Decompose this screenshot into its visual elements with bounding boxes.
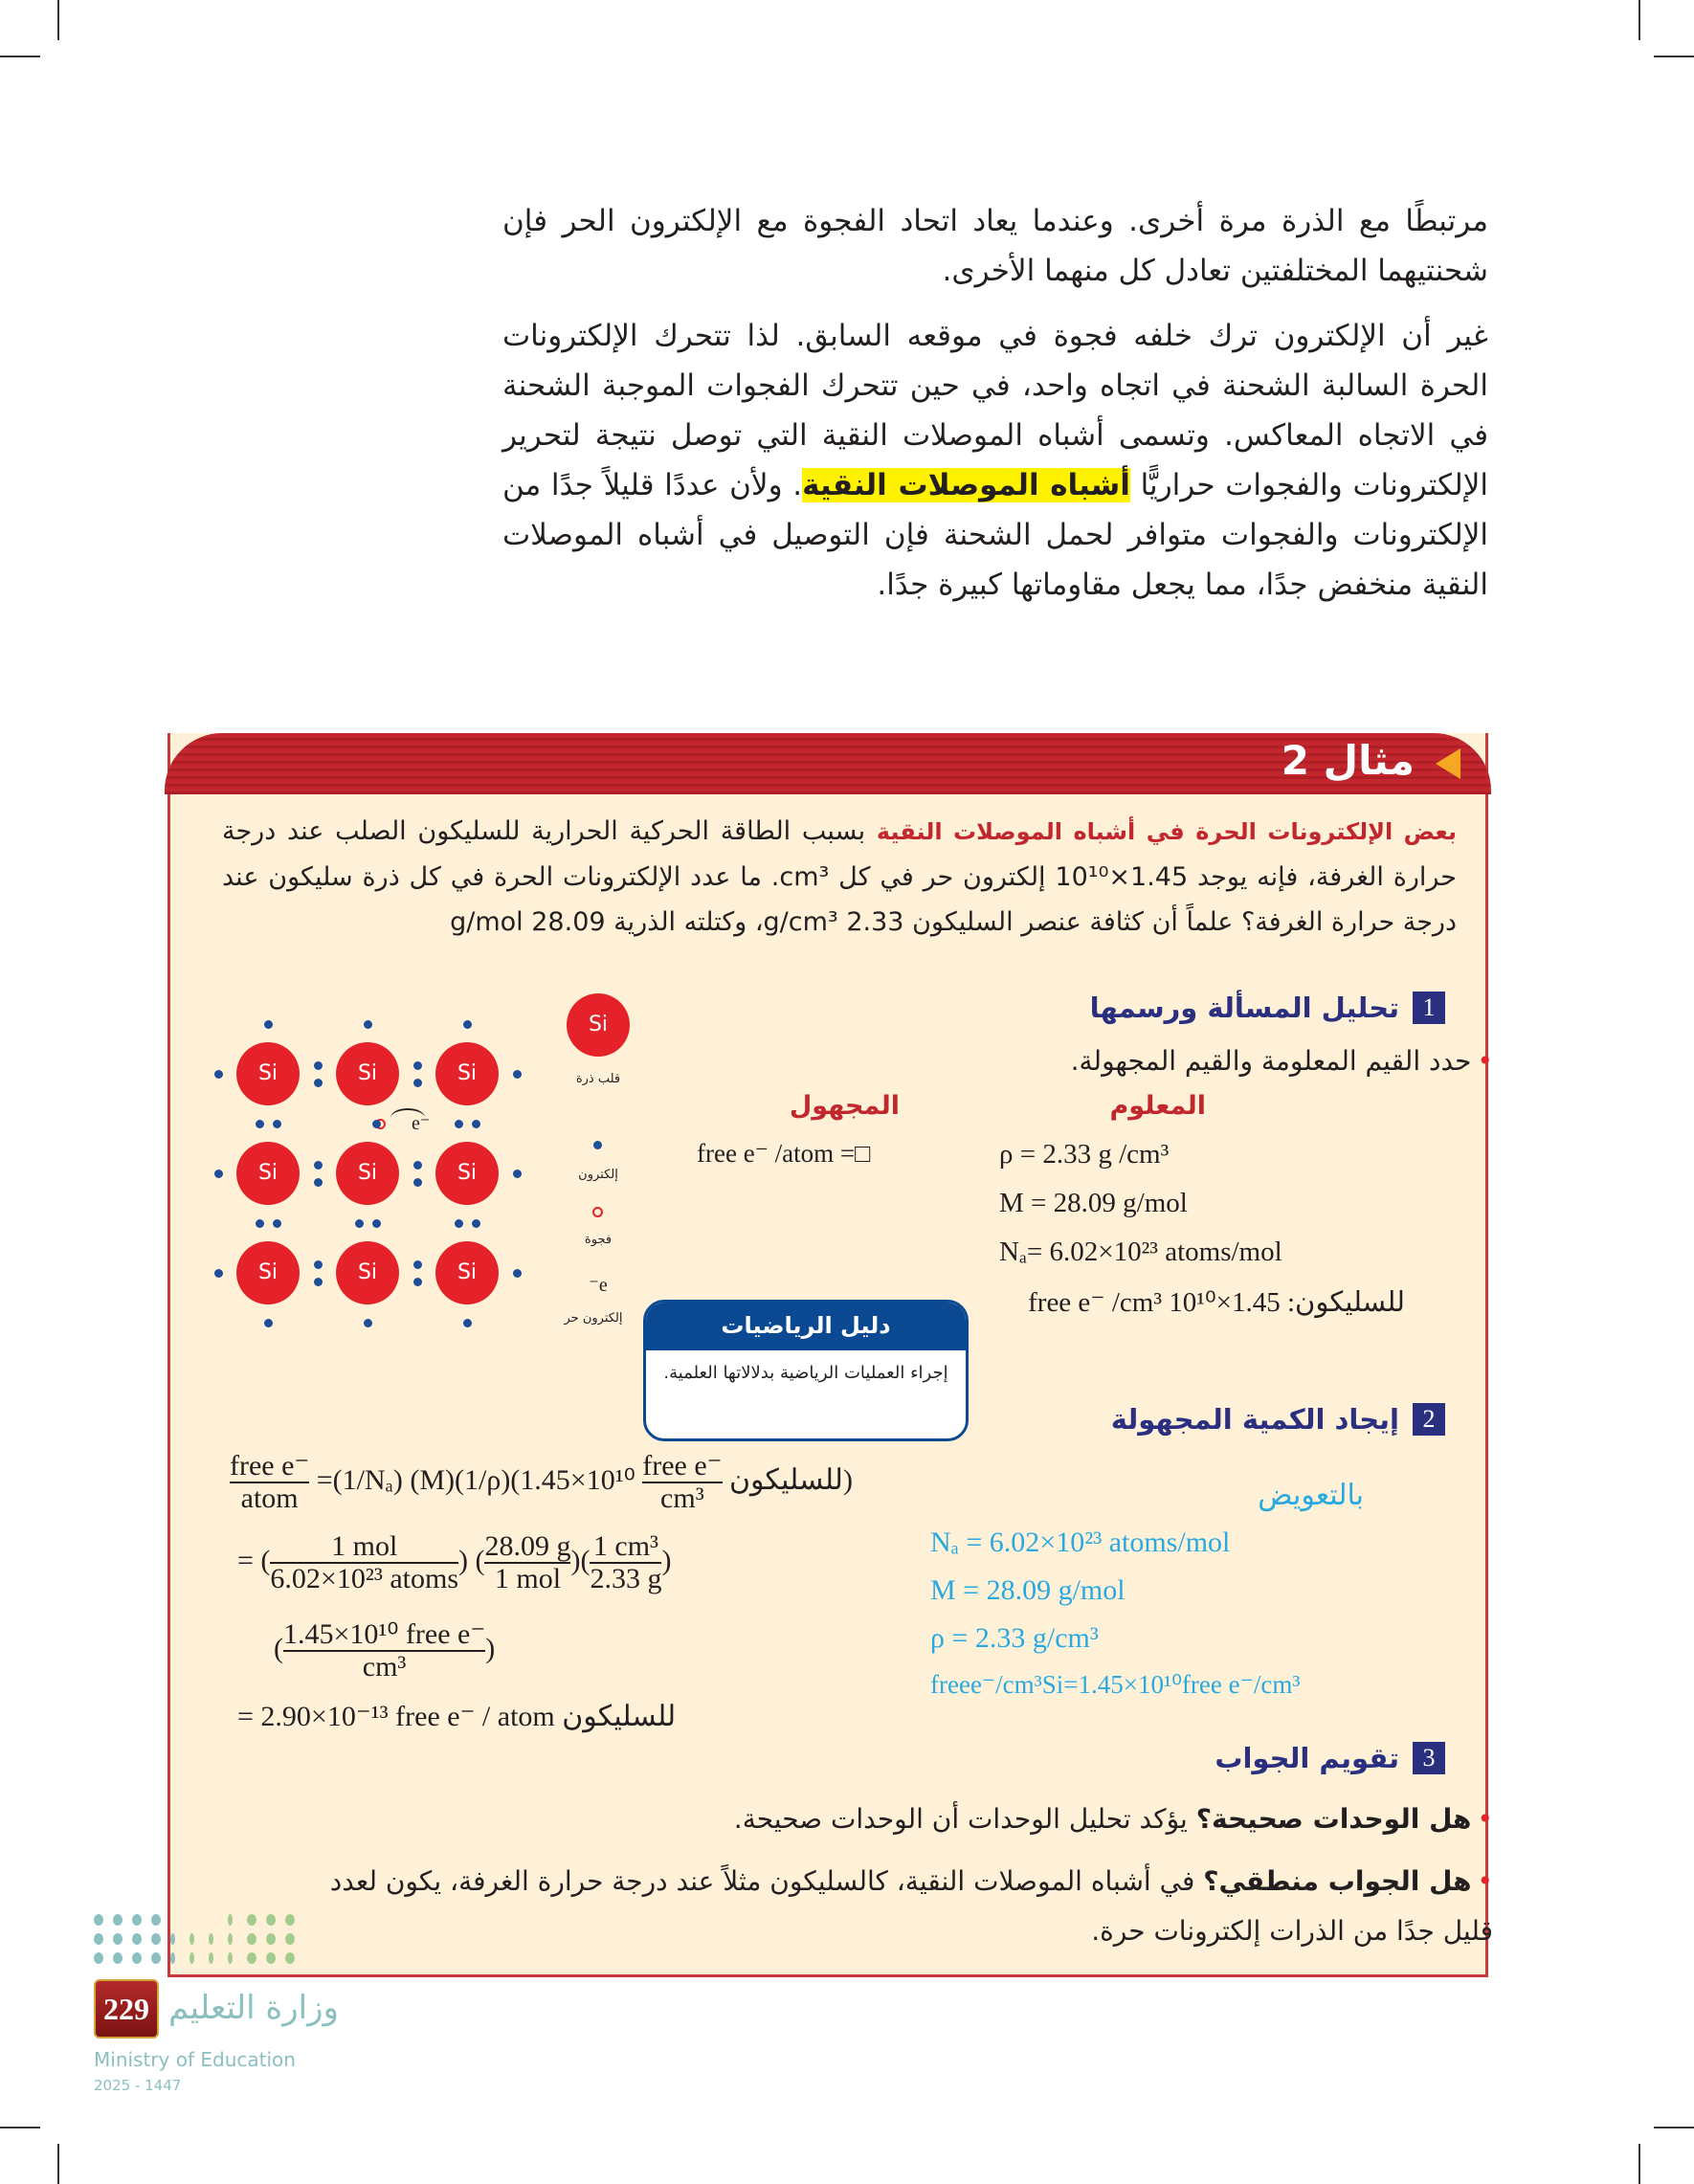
logo-dot [209, 1952, 213, 1964]
known-value: M = 28.09 g/mol [999, 1188, 1188, 1218]
fraction-numerator: free e⁻ [230, 1450, 310, 1482]
crop-mark [1638, 0, 1640, 40]
step-label: تقويم الجواب [1215, 1742, 1399, 1774]
electron-dot [455, 1219, 463, 1228]
step-number: 1 [1413, 992, 1445, 1024]
legend-label: فجوة [584, 1233, 613, 1247]
check-answer: يؤكد تحليل الوحدات أن الوحدات صحيحة. [733, 1803, 1196, 1835]
check-question: هل الوحدات صحيحة؟ [1195, 1803, 1472, 1835]
crop-mark [1654, 56, 1694, 57]
paragraph [502, 311, 1488, 610]
electron-dot [314, 1061, 323, 1070]
electron-dot [472, 1120, 480, 1128]
crop-mark [0, 2127, 40, 2128]
fraction-numerator: 28.09 g [484, 1530, 571, 1562]
logo-dot [209, 1933, 213, 1945]
electron-dot [214, 1070, 223, 1079]
fraction-denominator: cm³ [660, 1482, 704, 1514]
logo-dot [285, 1952, 295, 1964]
electron-dot [372, 1120, 381, 1128]
silicon-atom: Si [336, 1042, 399, 1105]
equation-line-3: ( $\frac{\text{1.45×10¹⁰ free e⁻}}{\text{cm³}}$ ) [274, 1618, 496, 1683]
legend-atom-core: Si [567, 993, 630, 1057]
logo-dot [132, 1933, 142, 1945]
logo-dot [247, 1952, 256, 1964]
known-value: Nₐ= 6.02×10²³ atoms/mol [999, 1237, 1282, 1267]
logo-dot [94, 1933, 103, 1945]
electron-dot [273, 1120, 281, 1128]
step-number: 2 [1413, 1403, 1445, 1436]
electron-dot [513, 1170, 522, 1178]
electron-dot [314, 1260, 323, 1269]
electron-dot [264, 1319, 273, 1327]
substitution-value: ρ = 2.33 g/cm³ [930, 1622, 1099, 1654]
electron-dot [264, 1020, 273, 1029]
step-3-header [1215, 1742, 1445, 1774]
logo-dot [228, 1933, 233, 1945]
crop-mark [0, 56, 40, 57]
math-guide-title: دليل الرياضيات [646, 1303, 966, 1350]
ministry-name-en: Ministry of Education [94, 2048, 296, 2071]
crop-mark [57, 0, 59, 40]
key-term-highlight: أشباه الموصلات النقية [802, 468, 1130, 502]
paragraph-text: . ولأن عددًا قليلاً جدًا من الإلكترونات والفجوات متوافر لحمل الشحنة فإن التوصيل في أشباه الموصلات النقية منخفض جدًا، مما يجعل مقاوماتها كبيرة جدًا. [502, 468, 1488, 602]
electron-dot [413, 1061, 422, 1070]
silicon-atom: Si [236, 1241, 300, 1304]
electron-dot [413, 1278, 422, 1286]
silicon-atom: Si [435, 1241, 499, 1304]
step-number: 3 [1413, 1742, 1445, 1774]
substitution-value: M = 28.09 g/mol [930, 1574, 1126, 1606]
electron-dot [273, 1219, 281, 1228]
silicon-atom: Si [435, 1142, 499, 1205]
equation-term: =(1/Nₐ) (M)(1/ρ)(1.45×10¹⁰ [316, 1463, 635, 1496]
fraction-denominator: 6.02×10²³ atoms [270, 1563, 458, 1594]
logo-dot [170, 1952, 175, 1964]
electron-dot [314, 1178, 323, 1187]
logo-dot [266, 1952, 276, 1964]
logo-dot [113, 1933, 123, 1945]
electron-dot [314, 1278, 323, 1286]
logo-dot [247, 1914, 256, 1926]
electron-dot [463, 1319, 472, 1327]
check-question: هل الجواب منطقي؟ [1203, 1865, 1472, 1897]
silicon-atom: Si [336, 1241, 399, 1304]
electron-dot [513, 1269, 522, 1278]
logo-dot [285, 1933, 295, 1945]
logo-dot [94, 1914, 103, 1926]
logo-dot [266, 1933, 276, 1945]
ministry-name-ar: وزارة التعليم [168, 1989, 339, 2027]
fraction-denominator: atom [240, 1482, 299, 1514]
step-label: إيجاد الكمية المجهولة [1110, 1403, 1399, 1436]
electron-dot [413, 1178, 422, 1187]
substitution-value: freee⁻/cm³Si=1.45×10¹⁰free e⁻/cm³ [930, 1670, 1301, 1699]
legend-label: قلب ذرة [575, 1072, 621, 1086]
free-electron-symbol: e⁻ [412, 1113, 431, 1134]
problem-topic: بعض الإلكترونات الحرة في أشباه الموصلات النقية [876, 818, 1457, 845]
problem-body: بسبب الطاقة الحركية الحرارية للسليكون الصلب عند درجة حرارة الغرفة، فإنه يوجد 1.45×10¹⁰ إلكترون حر في كل cm³. ما عدد الإلكترونات الحرة في كل ذرة سليكون عند درجة حرارة الغرفة؟ علماً أن كثافة عنصر السليكون 2.33 g/cm³، وكتلته الذرية 28.09 g/mol [222, 816, 1457, 937]
equation-result: = 2.90×10⁻¹³ free e⁻ / atom للسليكون [237, 1701, 677, 1732]
logo-dot [247, 1933, 256, 1945]
electron-dot [214, 1269, 223, 1278]
logo-dot [151, 1952, 161, 1964]
triangle-icon [1436, 748, 1460, 779]
logo-dot [132, 1952, 142, 1964]
electron-dot [364, 1319, 372, 1327]
electron-dot [513, 1070, 522, 1079]
problem-text [222, 809, 1457, 945]
fraction-denominator: 1 mol [494, 1563, 562, 1594]
electron-dot [413, 1260, 422, 1269]
electron-dot [256, 1219, 264, 1228]
electron-dot [413, 1079, 422, 1087]
step-1-bullet: • حدد القيم المعلومة والقيم المجهولة. [727, 1036, 1493, 1086]
check-bullet [306, 1857, 1493, 1956]
silicon-atom: Si [336, 1142, 399, 1205]
silicon-atom: Si [236, 1042, 300, 1105]
electron-dot [314, 1161, 323, 1170]
silicon-atom: Si [236, 1142, 300, 1205]
fraction-numerator: 1 mol [270, 1531, 458, 1564]
unknown-value: free e⁻ /atom =□ [697, 1139, 871, 1168]
step-label: تحليل المسألة ورسمها [1089, 992, 1399, 1024]
electron-icon [593, 1141, 602, 1149]
math-guide-body: إجراء العمليات الرياضية بدلالاتها العلمية. [663, 1363, 948, 1383]
fraction-denominator: cm³ [362, 1651, 407, 1683]
electron-dot [413, 1161, 422, 1170]
electron-dot [455, 1120, 463, 1128]
logo-dot [113, 1914, 123, 1926]
fraction-numerator: 1.45×10¹⁰ free e⁻ [283, 1618, 486, 1650]
paragraph-text: غير أن الإلكترون ترك خلفه فجوة في موقعه السابق. لذا تتحرك الإلكترونات الحرة السالبة الشحنة في اتجاه واحد، في حين تتحرك الفجوات الموجبة الشحنة في الاتجاه المعاكس. [502, 319, 1489, 453]
electron-dot [355, 1219, 364, 1228]
logo-dot [94, 1952, 103, 1964]
equation-line-1 [230, 1451, 853, 1514]
electron-dot [372, 1219, 381, 1228]
known-value: للسليكون: 1.45×10¹⁰ free e⁻ /cm³ [1028, 1287, 1405, 1318]
electron-dot [364, 1020, 372, 1029]
logo-dot [189, 1933, 194, 1945]
page-number: 229 [94, 1979, 159, 2039]
hole-icon [592, 1207, 603, 1217]
substitution-value: Nₐ = 6.02×10²³ atoms/mol [930, 1527, 1231, 1558]
example-title: مثال 2 [1281, 737, 1415, 784]
equation-line-2: = ( $\frac{\text{1 mol}}{\text{6.02×10²³ atoms}}$ ) ( $\frac{28.09 g}{\text{1 mol}}$ )( $\frac{\text{1 cm³}}{2.33 g}$ ) [237, 1530, 672, 1594]
electron-dot [256, 1120, 264, 1128]
silicon-atom: Si [435, 1042, 499, 1105]
electron-dot [214, 1170, 223, 1178]
logo-dot [266, 1914, 276, 1926]
electron-dot [314, 1079, 323, 1087]
electron-dot [472, 1219, 480, 1228]
equation-term: للسليكون) [729, 1463, 853, 1496]
logo-dot [228, 1914, 233, 1926]
legend-label: إلكترون [578, 1168, 618, 1182]
logo-dot [189, 1952, 194, 1964]
body-text [502, 196, 1488, 610]
crop-mark [1654, 2127, 1694, 2128]
free-electron-symbol: e⁻ [589, 1275, 608, 1296]
known-value: ρ = 2.33 g /cm³ [999, 1139, 1170, 1170]
unknown-heading: المجهول [789, 1091, 900, 1121]
paragraph: مرتبطًا مع الذرة مرة أخرى. وعندما يعاد اتحاد الفجوة مع الإلكترون الحر فإن شحنتيهما المختلفتين تعادل كل منهما الأخرى. [502, 204, 1488, 288]
step-1-header [1090, 992, 1445, 1024]
electron-dot [463, 1020, 472, 1029]
math-guide-box [643, 1300, 969, 1441]
fraction-denominator: 2.33 g [590, 1563, 662, 1594]
logo-dot [151, 1914, 161, 1926]
logo-dot [132, 1914, 142, 1926]
logo-dot [113, 1952, 123, 1964]
legend-label: إلكترون حر [564, 1311, 623, 1326]
logo-dot [228, 1952, 233, 1964]
step-2-header [1111, 1403, 1445, 1436]
crop-mark [1638, 2144, 1640, 2184]
fraction-numerator: free e⁻ [642, 1450, 723, 1482]
check-answer: في أشباه الموصلات النقية، كالسليكون مثلاً عند درجة حرارة الغرفة، يكون لعدد قليل جدًا من الذرات إلكترونات حرة. [329, 1865, 1493, 1947]
known-heading: المعلوم [1109, 1091, 1206, 1121]
year: 2025 - 1447 [94, 2077, 182, 2094]
example-header [165, 733, 1491, 794]
paragraph-text: وتسمى أشباه الموصلات النقية التي توصل نتيجة لتحرير الإلكترونات والفجوات حراريًّا [502, 418, 1489, 502]
fraction-numerator: 1 cm³ [590, 1531, 661, 1564]
logo-dot [151, 1933, 161, 1945]
substitution-heading: بالتعويض [1258, 1479, 1364, 1512]
ministry-logo-dots [94, 1914, 304, 1973]
logo-dot [170, 1933, 175, 1945]
check-bullet [297, 1794, 1493, 1844]
logo-dot [285, 1914, 295, 1926]
crop-mark [57, 2144, 59, 2184]
